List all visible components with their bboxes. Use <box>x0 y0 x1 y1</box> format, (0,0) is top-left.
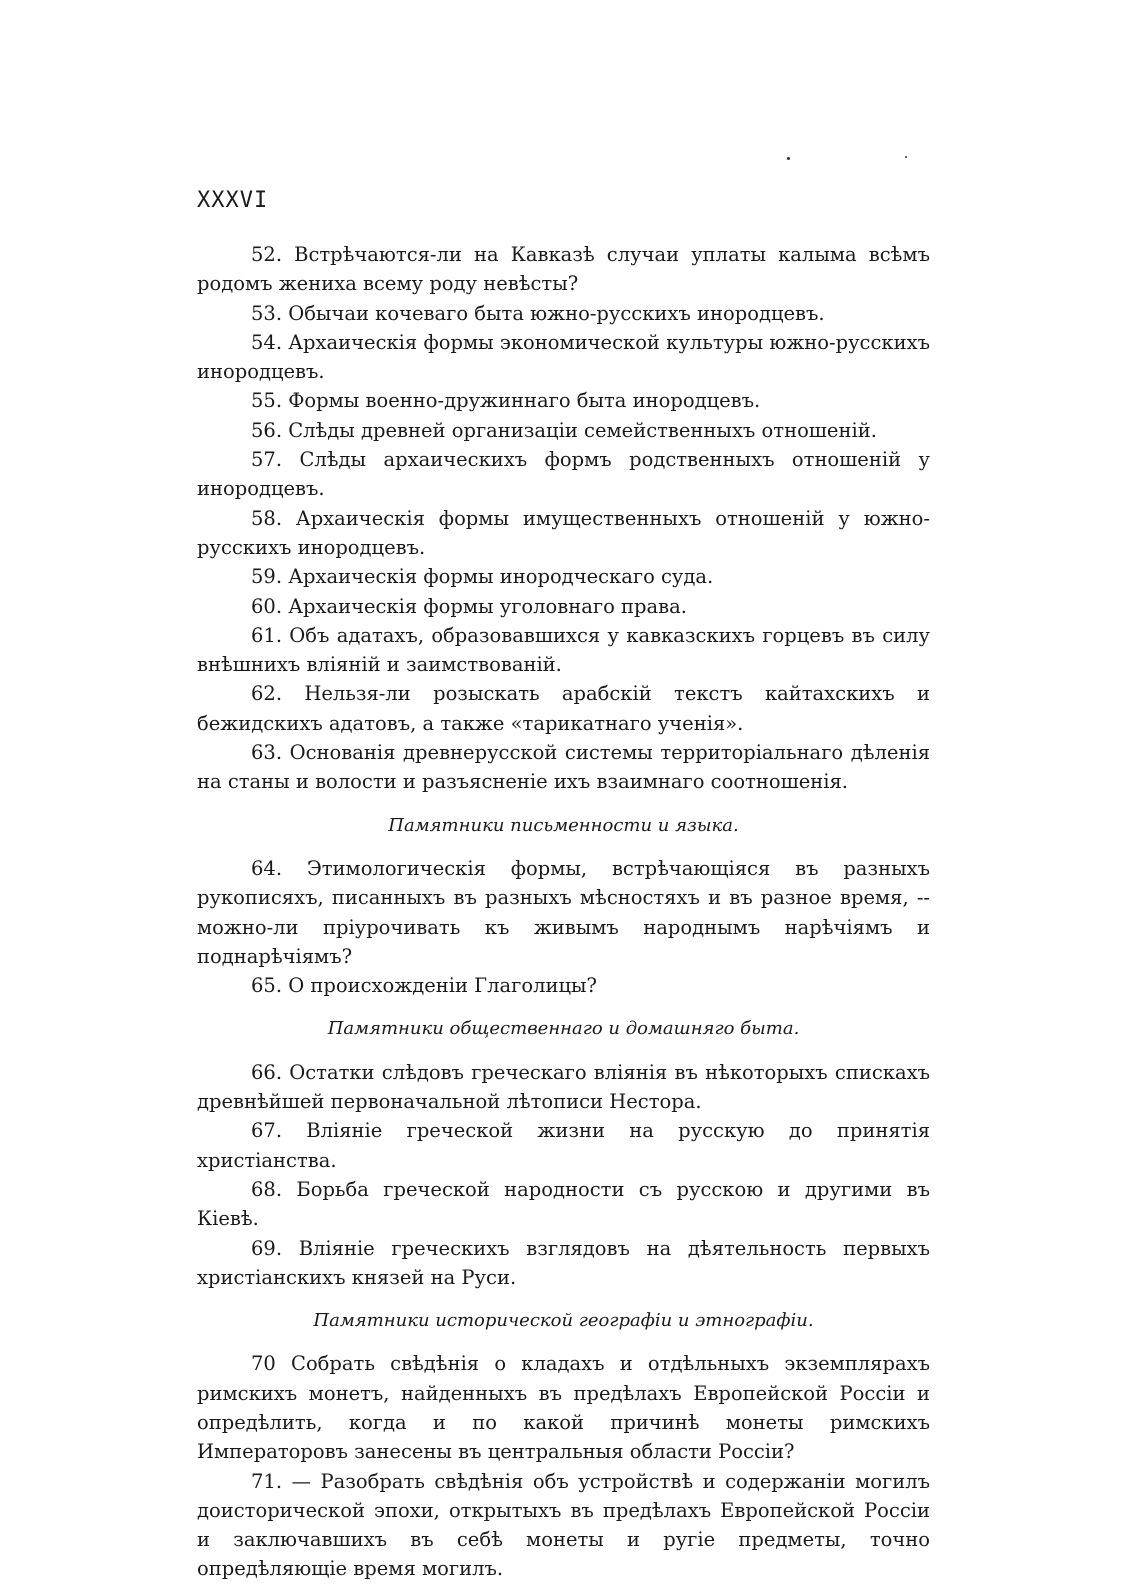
scan-speck <box>905 156 907 158</box>
list-item: 56. Слѣды древней организаціи семейственныхъ отношеній. <box>251 418 877 442</box>
list-item: 52. Встрѣчаются-ли на Кавказѣ случаи уплаты калыма всѣмъ родомъ жениха всему роду невѣсты? <box>197 243 930 296</box>
list-item: 61. Объ адатахъ, образовавшихся у кавказскихъ горцевъ въ силу внѣшнихъ вліяній и заимствованій. <box>197 623 930 677</box>
list-item: 71. — Разобрать свѣдѣнія объ устройствѣ и содержаніи могилъ доисторической эпохи, открытыхъ въ предѣлахъ Европейской Россіи и заключавшихъ въ себѣ монеты и ругіе предметы, точно опредѣляющіе время могилъ. <box>197 1469 930 1581</box>
list-item: 60. Архаическія формы уголовнаго права. <box>251 594 687 618</box>
section-heading-writing-language: Памятники письменности и языка. <box>388 814 739 836</box>
scan-speck <box>787 157 790 160</box>
list-item: 66. Остатки слѣдовъ греческаго вліянія въ нѣкоторыхъ спискахъ древнѣйшей первоначальной лѣтописи Нестора. <box>197 1060 930 1114</box>
page-number: XXXVI <box>197 188 269 213</box>
list-item: 55. Формы военно-дружиннаго быта инородцевъ. <box>251 389 761 413</box>
list-item: 62. Нельзя-ли розыскать арабскій текстъ кайтахскихъ и бежидскихъ адатовъ, а также «тарикатнаго ученія». <box>197 682 930 735</box>
list-item: 64. Этимологическія формы, встрѣчающіяся въ разныхъ рукописяхъ, писанныхъ въ разныхъ мѣсностяхъ и въ разное время, -- можно-ли пріурочивать къ живымъ народнымъ нарѣчіямъ и поднарѣчіямъ? <box>197 856 930 968</box>
list-item: 54. Архаическія формы экономической культуры южно-русскихъ инородцевъ. <box>197 330 930 384</box>
list-item: 63. Основанія древнерусской системы территоріальнаго дѣленія на станы и волости и разъясненіе ихъ взаимнаго соотношенія. <box>197 741 930 794</box>
list-item: 57. Слѣды архаическихъ формъ родственныхъ отношеній у инородцевъ. <box>197 448 930 501</box>
list-item: 67. Вліяніе греческой жизни на русскую до принятія христіанства. <box>197 1119 930 1172</box>
section-heading-historical-geography: Памятники исторической географіи и этнографіи. <box>313 1310 814 1332</box>
section-heading-social-domestic: Памятники общественнаго и домашняго быта. <box>327 1018 800 1040</box>
text-body <box>197 240 930 1584</box>
list-item: 70 Собрать свѣдѣнія о кладахъ и отдѣльныхъ экземплярахъ римскихъ монетъ, найденныхъ въ предѣлахъ Европейской Россіи и опредѣлить, когда и по какой причинѣ монеты римскихъ Императоровъ занесены въ центральныя области Россіи? <box>197 1352 930 1464</box>
list-item: 59. Архаическія формы инородческаго суда. <box>251 565 714 589</box>
list-item: 53. Обычаи кочеваго быта южно-русскихъ инородцевъ. <box>251 301 825 325</box>
list-item: 68. Борьба греческой народности съ русскою и другими въ Кіевѣ. <box>197 1177 930 1231</box>
list-item: 58. Архаическія формы имущественныхъ отношеній у южно-русскихъ инородцевъ. <box>197 506 930 559</box>
list-item: 69. Вліяніе греческихъ взглядовъ на дѣятельность первыхъ христіанскихъ князей на Руси. <box>197 1236 930 1289</box>
list-item: 65. О происхожденіи Глаголицы? <box>251 974 597 998</box>
